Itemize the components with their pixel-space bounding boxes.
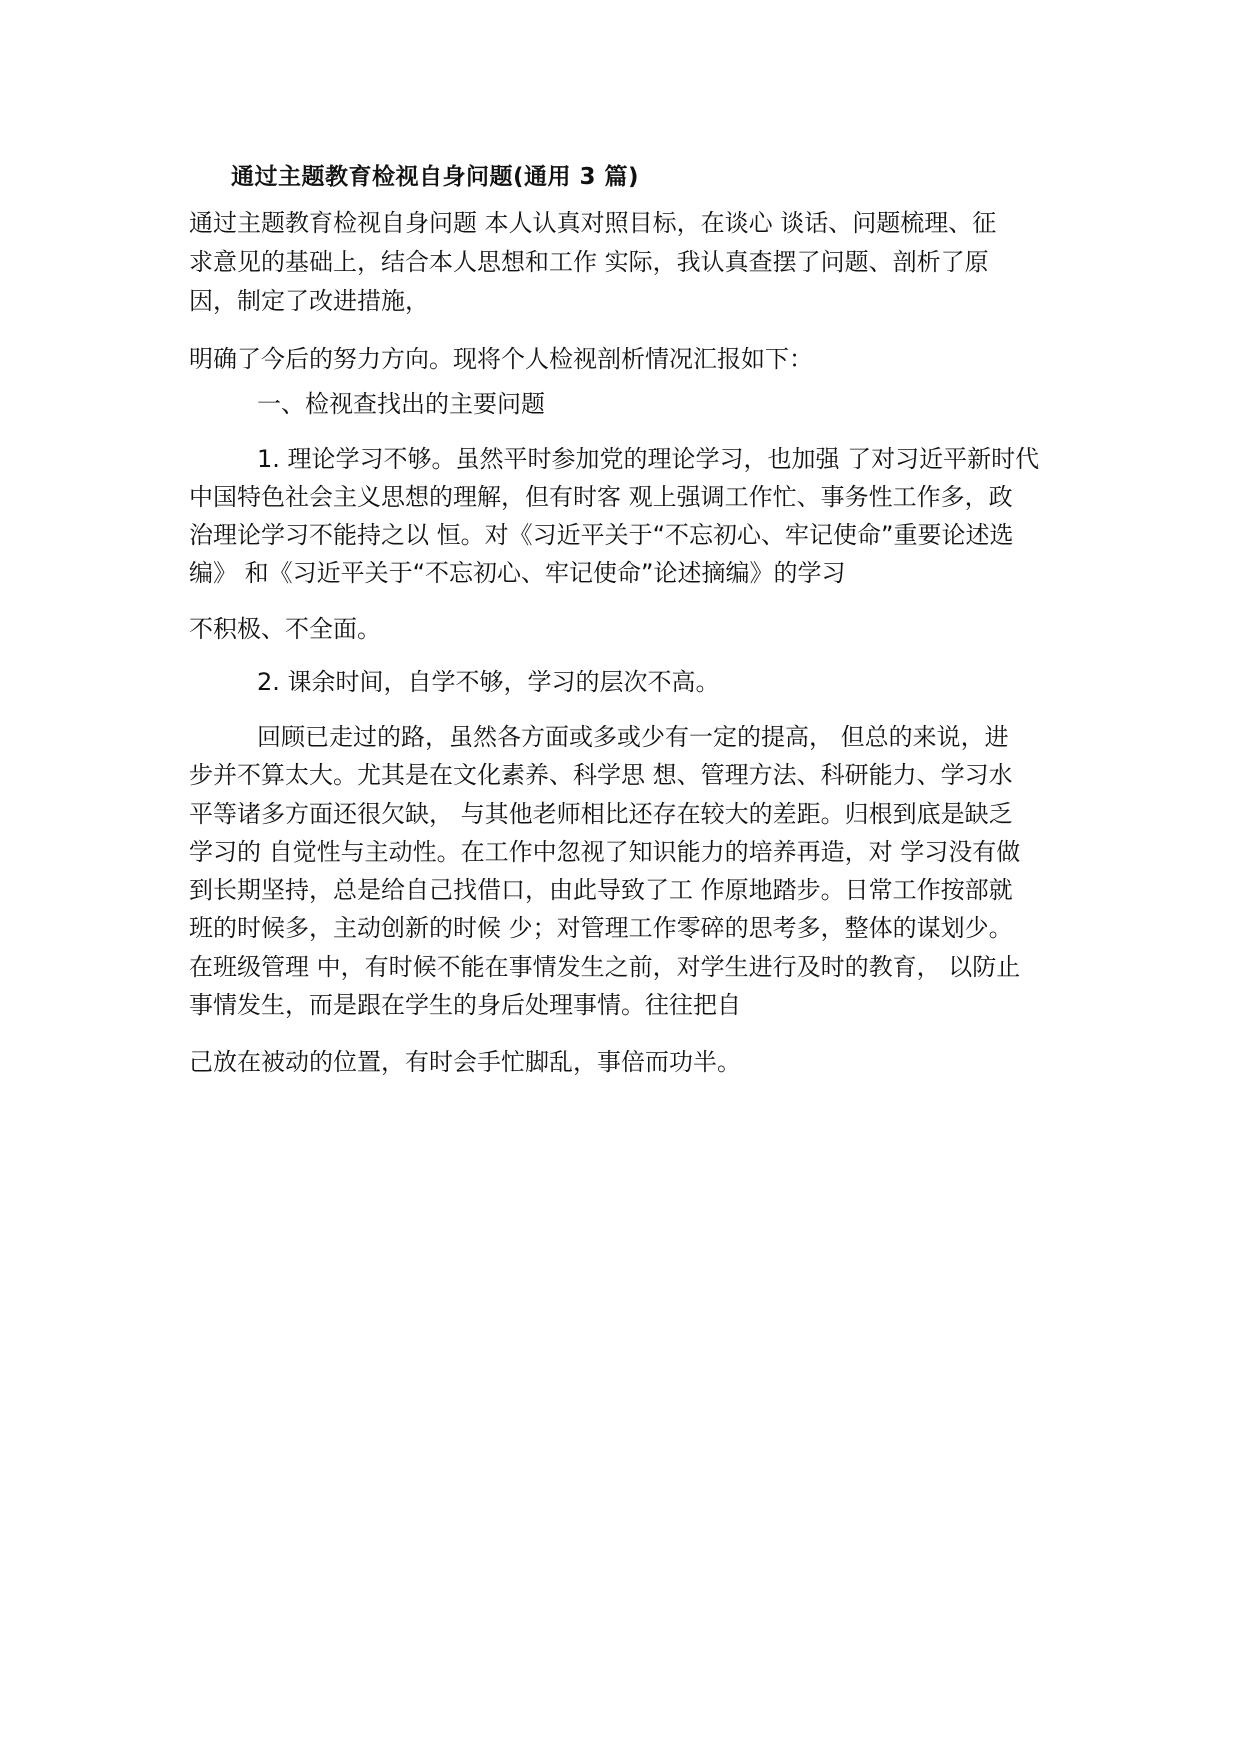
body-line: 治理论学习不能持之以 恒。对《习近平关于“不忘初心、牢记使命”重要论述选 [189,521,1014,549]
body-line: 因，制定了改进措施， [189,287,429,315]
body-line: 中国特色社会主义思想的理解，但有时客 观上强调工作忙、事务性工作多，政 [189,483,1013,511]
body-line: 事情发生，而是跟在学生的身后处理事情。往往把自 [189,991,741,1019]
body-line: 1. 理论学习不够。虽然平时参加党的理论学习，也加强 了对习近平新时代 [257,445,1040,473]
body-line: 不积极、不全面。 [189,615,381,643]
body-line: 编》 和《习近平关于“不忘初心、牢记使命”论述摘编》的学习 [189,559,846,587]
body-line: 明确了今后的努力方向。现将个人检视剖析情况汇报如下： [189,345,813,373]
document-title: 通过主题教育检视自身问题(通用 3 篇) [231,164,640,190]
body-line: 求意见的基础上，结合本人思想和工作 实际，我认真查摆了问题、剖析了原 [189,248,989,276]
body-line: 通过主题教育检视自身问题 本人认真对照目标，在谈心 谈话、问题梳理、征 [189,209,997,237]
section-heading: 一、检视查找出的主要问题 [257,390,545,418]
body-line: 2. 课余时间，自学不够，学习的层次不高。 [257,668,720,696]
body-line: 回顾已走过的路，虽然各方面或多或少有一定的提高， 但总的来说，进 [257,723,1009,751]
body-line: 平等诸多方面还很欠缺， 与其他老师相比还存在较大的差距。归根到底是缺乏 [189,800,1013,828]
body-line: 在班级管理 中，有时候不能在事情发生之前，对学生进行及时的教育， 以防止 [189,953,1021,981]
body-line: 到长期坚持，总是给自己找借口，由此导致了工 作原地踏步。日常工作按部就 [189,876,1013,904]
body-line: 班的时候多，主动创新的时候 少；对管理工作零碎的思考多，整体的谋划少。 [189,914,1013,942]
body-line: 学习的 自觉性与主动性。在工作中忽视了知识能力的培养再造，对 学习没有做 [189,838,1021,866]
body-line: 步并不算太大。尤其是在文化素养、科学思 想、管理方法、科研能力、学习水 [189,761,1013,789]
body-line: 己放在被动的位置，有时会手忙脚乱，事倍而功半。 [189,1048,741,1076]
